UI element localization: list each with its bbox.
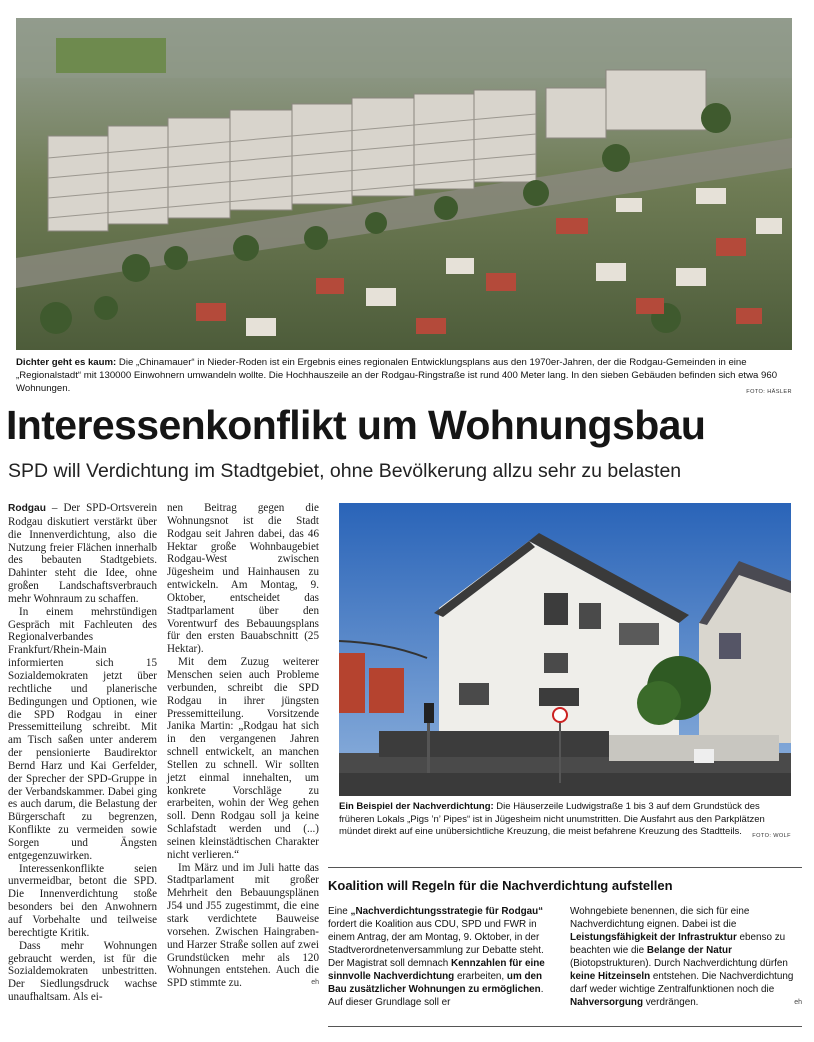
article-paragraph: nen Beitrag gegen die Wohnungsnot ist die Stadt Rodgau seit Jahren dabei, das 46 Hektar große Wohnbaugebiet Rodgau-West zwischen Jügesheim und Hainhausen zu entwickeln. Am Montag, 9. Oktober, entscheidet das Stadtparlament über den Vorentwurf des Bebauungsplans für den ersten Bauabschnitt (25 Hektar).: [167, 502, 319, 656]
article-column-1: [8, 502, 157, 1004]
box-title: Koalition will Regeln für die Nachverdichtung aufstellen: [328, 878, 673, 893]
article-paragraph: Interessenkonflikte seien unvermeidbar, betont die SPD. Die Innenverdichtung stoße besonders bei den Anwohnern auf Vorbehalte und teilweise berechtigte Kritik.: [8, 862, 157, 939]
photo-credit: FOTO: HÄSLER: [746, 389, 792, 395]
caption-text: Die Häuserzeile Ludwigstraße 1 bis 3 auf dem Grundstück des früheren Lokals „Pigs ’n’ Pipes“ ist in Jügesheim nicht unumstritten. Die Ausfahrt aus den Parkplätzen mündet direkt auf eine unübersichtliche Kreuzung, die meist befahrene Kreuzung des Stadtteils.: [339, 801, 765, 838]
author-initials: eh: [794, 999, 802, 1006]
article-paragraph: Dass mehr Wohnungen gebraucht werden, ist für die Sozialdemokraten unbestritten. Der Siedlungsdruck wachse unaufhaltsam. Als ei-: [8, 939, 157, 1004]
dateline: Rodgau: [8, 503, 46, 514]
headline: Interessenkonflikt um Wohnungsbau: [6, 402, 706, 448]
photo-caption: [339, 801, 791, 843]
subheadline: SPD will Verdichtung im Stadtgebiet, ohne Bevölkerung allzu sehr zu belasten: [8, 460, 682, 482]
divider: [328, 867, 802, 868]
author-initials: eh: [311, 979, 319, 987]
photo-caption: [16, 356, 792, 399]
caption-lead: Dichter geht es kaum:: [16, 357, 117, 368]
box-column-2: Wohngebiete benennen, die sich für eine Nachverdichtung eignen. Dabei ist die Leistungsfähigkeit der Infrastruktur ebenso zu beachten wie die Belange der Natur (Biotopstrukturen). Durch Nachverdichtung dürfen keine Hitzeinseln entstehen. Die Nachverdichtung darf weder wichtige Zentralfunktionen noch die Nahversorgung verdrängen. eh: [570, 906, 802, 1008]
aerial-photo: [16, 18, 792, 350]
article-paragraph: Rodgau – Der SPD-Ortsverein Rodgau diskutiert verstärkt über die Innenverdichtung, also die Nutzung freier Flächen innerhalb des bebauten Stadtgebiets. Dahinter steht die Idee, ohne großen Landschaftsverbrauch mehr Wohnraum zu schaffen.: [8, 502, 157, 605]
caption-lead: Ein Beispiel der Nachverdichtung:: [339, 801, 494, 812]
divider: [328, 1026, 802, 1027]
photo-credit: FOTO: WOLF: [752, 833, 791, 840]
caption-text: Die „Chinamauer“ in Nieder-Roden ist ein Ergebnis eines regionalen Entwicklungsplans aus den 1970er-Jahren, der die Rodgau-Gemeinden in eine „Regionalstadt“ mit 130000 Einwohnern umwandeln wollte. Die Hochhauszeile an der Rodgau-Ringstraße ist rund 400 Meter lang. In den sieben Gebäuden befinden sich etwa 960 Wohnungen.: [16, 357, 778, 394]
article-paragraph: In einem mehrstündigen Gespräch mit Fachleuten des Regionalverbandes Frankfurt/Rhein-Main informierten sich 15 Sozialdemokraten jetzt über rechtliche und planerische Bedingungen und Optionen, wie die SPD Rodgau in einer Pressemitteilung schreibt. Mit am Tisch saßen unter anderem der pensionierte Baudirektor Bernd Harz und Kai Gerfelder, der Sprecher der SPD-Gruppe in der Verbandskammer. Dabei ging es auch darum, die Belastung der Bürgerschaft zu begrenzen, Konflikte zu vermeiden sowie Sorgen und Ängsten entgegenzuwirken.: [8, 605, 157, 862]
article-paragraph: Mit dem Zuzug weiterer Menschen seien auch Probleme verbunden, schreibt die SPD Rodgau in ihrer jüngsten Pressemitteilung. Vorsitzende Janika Martin: „Rodgau hat sich in den vergangenen Jahren schnell entwickelt, an manchen Stellen zu schnell. Wir sollten jetzt einmal innehalten, um konkrete Vorschläge zu erarbeiten, wohin der Weg gehen soll. Denn Rodgau soll ja keine Schlafstadt werden und (...) seinen kleinstädtischen Charakter nicht verlieren.“: [167, 656, 319, 861]
box-column-1: Eine „Nachverdichtungsstrategie für Rodgau“ fordert die Koalition aus CDU, SPD und FWR in einem Antrag, der am Montag, 9. Oktober, in der Stadtverordnetenversammlung zur Debatte steht. Der Magistrat soll demnach Kennzahlen für eine sinnvolle Nachverdichtung erarbeiten, um den Bau zusätzlicher Wohnungen zu ermöglichen. Auf dieser Grundlage soll er: [328, 906, 545, 1008]
street-photo: [339, 503, 791, 796]
article-paragraph: Im März und im Juli hatte das Stadtparlament mit großer Mehrheit den Bebauungsplänen J54 und J55 zugestimmt, die eine stark verdichtete Bauweise vorsehen. Zwischen Haingraben- und Harzer Straße sollen auf zwei Grundstücken mehr als 120 Wohnungen entstehen. Auch die SPD stimmte zu. eh: [167, 861, 319, 990]
article-column-2: [167, 502, 319, 990]
